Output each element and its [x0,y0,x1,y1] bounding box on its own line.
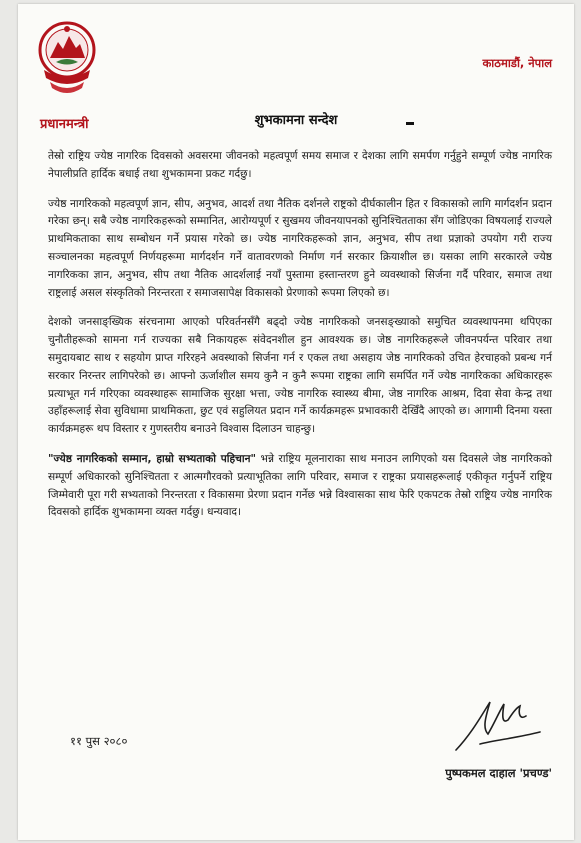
signature-icon [446,694,546,758]
location: काठमाडौं, नेपाल [482,56,552,70]
message-body [48,148,552,534]
paragraph-4 [48,451,552,522]
paragraph-1: तेस्रो राष्ट्रिय ज्येष्ठ नागरिक दिवसको अवसरमा जीवनको महत्वपूर्ण समय समाज र देशका लागि समर्पण गर्नुहुने सम्पूर्ण ज्येष्ठ नागरिक नेपालीप्रति हार्दिक बधाई तथा शुभकामना प्रकट गर्दछु। [48,150,552,180]
paragraph-3: देशको जनसाङ्ख्यिक संरचनामा आएको परिवर्तनसँगै बढ्दो ज्येष्ठ नागरिकको जनसङ्ख्याको समुचित व्यवस्थापनमा थपिएका चुनौतीहरूको सामना गर्न राज्यका सबै निकायहरू संवेदनशील हुन आवश्यक छ। जेष्ठ नागरिकहरूले जीवनपर्यन्त परिवार तथा समुदायबाट साथ र सहयोग प्राप्त गरिरहने अवस्थाको सिर्जना गर्न र एकल तथा असहाय जेष्ठ नागरिकको उचित हेरचाहको प्रबन्ध गर्न सरकार निरन्तर लागिपरेको छ। आफ्नो ऊर्जाशील समय कुनै न कुनै रूपमा राष्ट्रका लागि समर्पित गर्ने ज्येष्ठ नागरिकका अधिकारहरू प्रत्याभूत गर्न गरिएका व्यवस्थाहरू सामाजिक सुरक्षा भत्ता, ज्येष्ठ नागरिक स्वास्थ्य बीमा, जेष्ठ नागरिक आश्रम, दिवा सेवा केन्द्र तथा उहाँहरूलाई सेवा सुविधामा प्राथमिकता, छुट एवं सहुलियत प्रदान गर्ने कार्यक्रमहरू प्रभावकारी देखिँदै आएको छ। आगामी दिनमा यस्ता कार्यक्रमहरू थप विस्तार र गुणस्तरीय बनाउने विश्वास दिलाउन चाहन्छु। [48,316,552,436]
date: ११ पुस २०८० [70,734,128,748]
office-title: प्रधानमन्त्री [40,117,89,132]
title-dash [406,122,414,125]
paragraph-4-text: भन्ने राष्ट्रिय मूलनाराका साथ मनाउन लागिएको यस दिवसले जेष्ठ नागरिकको सम्पूर्ण अधिकारको सुनिश्चितता र आत्मगौरवको प्रत्याभूतिका लागि परिवार, समाज र राष्ट्रका प्रयासहरूलाई एकीकृत गर्नुपर्ने राष्ट्रिय जिम्मेवारी पूरा गरी सभ्यताको निरन्तरता र विकासमा प्रेरणा प्रदान गर्नेछ भन्ने विश्वासका साथ फेरि एकपटक तेस्रो राष्ट्रिय ज्येष्ठ नागरिक दिवसको हार्दिक शुभकामना व्यक्त गर्दछु। धन्यवाद। [48,452,552,519]
slogan: "ज्येष्ठ नागरिकको सम्मान, हाम्रो सभ्यताको पहिचान" [48,452,257,465]
paragraph-2: ज्येष्ठ नागरिकको महत्वपूर्ण ज्ञान, सीप, अनुभव, आदर्श तथा नैतिक दर्शनले राष्ट्रको दीर्घकालीन हित र विकासको लागि मार्गदर्शन प्रदान गरेका छन्। सबै ज्येष्ठ नागरिकहरूको सम्मानित, आरोग्यपूर्ण र सुखमय जीवनयापनको सुनिश्चितताका सँग जोडिएका विषयलाई राज्यले प्राथमिकताका साथ सम्बोधन गर्ने प्रयास गरेको छ। ज्येष्ठ नागरिकहरूको ज्ञान, अनुभव, सीप तथा प्रज्ञाको उपयोग गरी राज्य सञ्चालनका महत्वपूर्ण निर्णयहरूमा मार्गदर्शन गर्ने वातावरणको निर्माण गर्न सरकार क्रियाशील छ। यसका लागि सरकारले ज्येष्ठ नागरिकका ज्ञान, अनुभव, सीप तथा नैतिक आदर्शलाई नयाँ पुस्तामा हस्तान्तरण हुने व्यवस्थाको सिर्जना गर्दै परिवार, समाज तथा राष्ट्रलाई असल संस्कृतिको निरन्तरता र समाजसापेक्ष विकासको प्रेरणाको रूपमा लिएको छ। [48,197,552,299]
nepal-emblem-icon [36,18,98,102]
page-title: शुभकामना सन्देश [254,113,338,128]
signatory-name: पुष्पकमल दाहाल 'प्रचण्ड' [445,766,552,780]
letter-page [18,4,574,840]
